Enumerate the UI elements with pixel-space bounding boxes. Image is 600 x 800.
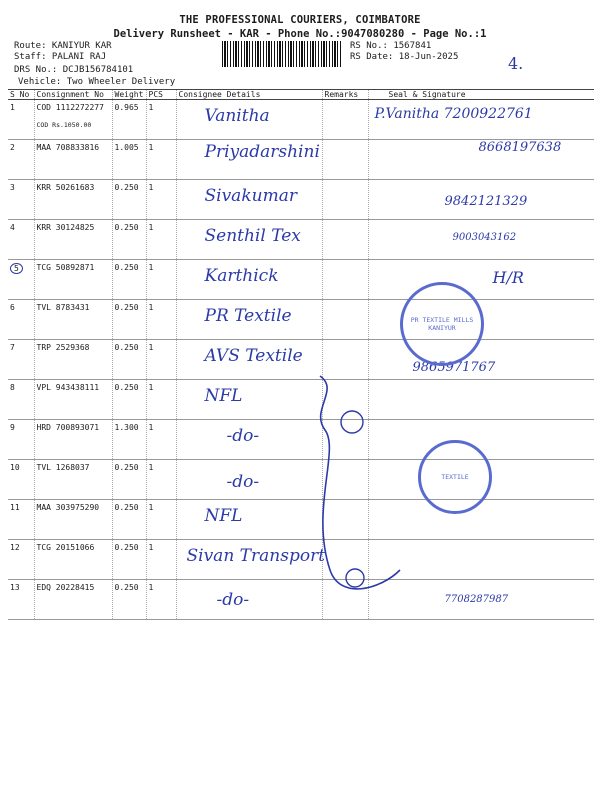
- consignment-no: COD 1112272277: [36, 103, 104, 112]
- handwritten-consignee: Senthil Tex: [204, 226, 301, 246]
- cell-remarks: [322, 260, 368, 300]
- cell-consignment: TRP 2529368: [34, 340, 112, 380]
- handwritten-signature: 7708287987: [444, 594, 509, 605]
- cell-remarks: [322, 300, 368, 340]
- cell-consignment: VPL 943438111: [34, 380, 112, 420]
- handwritten-page-mark: 4.: [508, 54, 524, 73]
- cell-consignment: MAA 708833816: [34, 140, 112, 180]
- cell-weight: 0.250: [112, 220, 146, 260]
- cell-weight: 0.965: [112, 100, 146, 140]
- circled-mark: [346, 569, 364, 587]
- handwritten-signature: 8668197638: [478, 140, 562, 155]
- stamp-text: PR TEXTILE MILLS KANIYUR: [410, 316, 474, 332]
- cell-sno: 9: [8, 420, 34, 460]
- cell-signature: [368, 260, 594, 300]
- table-row: [8, 260, 594, 300]
- col-seal-signature: Seal & Signature: [368, 90, 594, 100]
- cell-pcs: 1: [146, 500, 176, 540]
- cell-weight: 0.250: [112, 580, 146, 620]
- handwritten-consignee: Priyadarshini: [204, 142, 320, 162]
- col-sno: S No: [8, 90, 34, 100]
- circled-initial: [341, 411, 363, 433]
- cell-pcs: 1: [146, 260, 176, 300]
- circled-sno: 5: [10, 263, 23, 274]
- cell-consignment: EDQ 20228415: [34, 580, 112, 620]
- cell-weight: 0.250: [112, 500, 146, 540]
- cell-pcs: 1: [146, 220, 176, 260]
- handwritten-signature: P.Vanitha 7200922761: [374, 106, 533, 122]
- runsheet-subtitle: Delivery Runsheet - KAR - Phone No.:9047080280 - Page No.:1: [113, 28, 487, 40]
- cell-consignment: MAA 303975290: [34, 500, 112, 540]
- cell-consignment: KRR 30124825: [34, 220, 112, 260]
- cell-pcs: 1: [146, 540, 176, 580]
- cell-consignee: [176, 100, 322, 140]
- cell-sno: 8: [8, 380, 34, 420]
- handwritten-consignee: -do-: [216, 590, 250, 610]
- handwritten-signature: 9865971767: [412, 360, 496, 375]
- handwritten-bracket-mark: [300, 370, 430, 610]
- cell-pcs: 1: [146, 420, 176, 460]
- cell-consignment: TVL 8783431: [34, 300, 112, 340]
- col-consignment: Consignment No: [34, 90, 112, 100]
- cell-sno: 10: [8, 460, 34, 500]
- table-row: [8, 300, 594, 340]
- vehicle-label: Vehicle: Two Wheeler Delivery: [18, 77, 176, 87]
- rs-number: RS No.: 1567841: [350, 41, 432, 51]
- table-row: [8, 180, 594, 220]
- cell-pcs: 1: [146, 300, 176, 340]
- col-pcs: PCS: [146, 90, 176, 100]
- handwritten-consignee: Sivan Transport: [186, 546, 326, 566]
- cell-weight: 0.250: [112, 540, 146, 580]
- handwritten-consignee: -do-: [226, 472, 260, 492]
- cell-signature: [368, 100, 594, 140]
- cell-pcs: 1: [146, 580, 176, 620]
- col-remarks: Remarks: [322, 90, 368, 100]
- cell-consignee: [176, 140, 322, 180]
- cell-weight: 0.250: [112, 260, 146, 300]
- cell-sno: 2: [8, 140, 34, 180]
- header-right-block: [350, 41, 458, 63]
- handwritten-signature: H/R: [492, 268, 524, 287]
- barcode-graphic: [222, 41, 342, 67]
- handwritten-consignee: Karthick: [204, 266, 279, 286]
- cell-weight: 0.250: [112, 300, 146, 340]
- staff-label: Staff: PALANI RAJ: [14, 52, 107, 62]
- handwritten-consignee: NFL: [204, 506, 243, 526]
- stamp-text-2: TEXTILE: [441, 473, 469, 481]
- table-header-row: [8, 90, 594, 100]
- cell-weight: 0.250: [112, 340, 146, 380]
- handwritten-signature: 9003043162: [452, 232, 517, 243]
- company-title: THE PROFESSIONAL COURIERS, COIMBATORE: [179, 14, 421, 26]
- cell-consignee: [176, 300, 322, 340]
- handwritten-consignee: PR Textile: [204, 306, 292, 326]
- cell-weight: 1.005: [112, 140, 146, 180]
- cell-sno: 1: [8, 100, 34, 140]
- handwritten-consignee: -do-: [226, 426, 260, 446]
- cell-sno: 13: [8, 580, 34, 620]
- cell-weight: 1.300: [112, 420, 146, 460]
- bracket-stroke: [320, 376, 400, 589]
- table-row: [8, 140, 594, 180]
- cell-consignment: TVL 1268037: [34, 460, 112, 500]
- route-label: Route: KANIYUR KAR: [14, 41, 112, 51]
- cell-consignment: TCG 50892871: [34, 260, 112, 300]
- header-left-block: [14, 41, 175, 88]
- company-stamp-circle: [400, 282, 484, 366]
- cell-consignment: KRR 50261683: [34, 180, 112, 220]
- rs-date: RS Date: 18-Jun-2025: [350, 52, 459, 62]
- cell-pcs: 1: [146, 180, 176, 220]
- cell-remarks: [322, 180, 368, 220]
- cell-sno: [8, 260, 34, 300]
- cell-signature: [368, 140, 594, 180]
- cell-sno: 4: [8, 220, 34, 260]
- cell-pcs: 1: [146, 380, 176, 420]
- cell-sno: 6: [8, 300, 34, 340]
- handwritten-consignee: Sivakumar: [204, 186, 297, 206]
- cell-sno: 3: [8, 180, 34, 220]
- cell-sno: 11: [8, 500, 34, 540]
- table-row: [8, 220, 594, 260]
- cell-remarks: [322, 100, 368, 140]
- cell-pcs: 1: [146, 140, 176, 180]
- cell-sno: 12: [8, 540, 34, 580]
- cell-consignee: [176, 260, 322, 300]
- cod-amount: COD Rs.1050.00: [36, 121, 92, 129]
- cell-consignee: [176, 180, 322, 220]
- cell-sno: 7: [8, 340, 34, 380]
- cell-weight: 0.250: [112, 460, 146, 500]
- cell-pcs: 1: [146, 460, 176, 500]
- cell-weight: 0.250: [112, 380, 146, 420]
- cell-signature: [368, 220, 594, 260]
- col-weight: Weight: [112, 90, 146, 100]
- handwritten-consignee: AVS Textile: [204, 346, 303, 366]
- cell-consignment: [34, 100, 112, 140]
- cell-weight: 0.250: [112, 180, 146, 220]
- handwritten-consignee: NFL: [204, 386, 243, 406]
- table-row: [8, 100, 594, 140]
- drs-label: DRS No.: DCJB156784101: [14, 65, 134, 75]
- cell-consignee: [176, 220, 322, 260]
- cell-consignment: HRD 700893071: [34, 420, 112, 460]
- cell-signature: [368, 180, 594, 220]
- col-consignee: Consignee Details: [176, 90, 322, 100]
- handwritten-consignee: Vanitha: [204, 106, 270, 126]
- cell-remarks: [322, 140, 368, 180]
- handwritten-signature: 9842121329: [444, 194, 528, 209]
- cell-pcs: 1: [146, 100, 176, 140]
- cell-consignment: TCG 20151066: [34, 540, 112, 580]
- cell-pcs: 1: [146, 340, 176, 380]
- cell-remarks: [322, 220, 368, 260]
